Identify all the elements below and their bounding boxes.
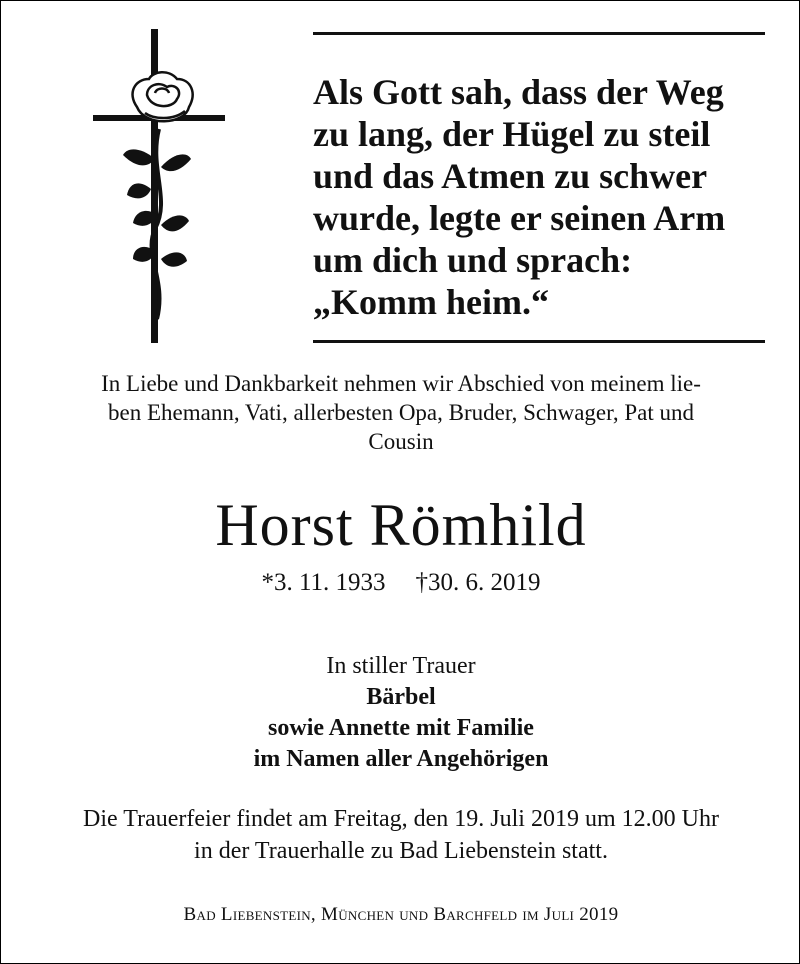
poem-line: zu lang, der Hügel zu steil — [313, 114, 711, 154]
mourners-block — [1, 651, 800, 775]
service-line: Die Trauerfeier findet am Freitag, den 19. Juli 2019 um 12.00 Uhr — [83, 806, 719, 832]
cross-with-rose-icon — [89, 29, 229, 347]
poem-line: Als Gott sah, dass der Weg — [313, 72, 724, 112]
intro-line: Cousin — [368, 429, 434, 454]
poem-line: „Komm heim.“ — [313, 282, 549, 322]
intro-line: ben Ehemann, Vati, allerbesten Opa, Bruder, Schwager, Pat und — [108, 400, 694, 425]
life-dates — [1, 569, 800, 597]
bottom-rule — [313, 340, 765, 343]
death-date: †30. 6. 2019 — [415, 569, 541, 596]
funeral-service-info — [1, 803, 800, 867]
service-line: in der Trauerhalle zu Bad Liebenstein statt. — [194, 838, 608, 864]
mourner-name: im Namen aller Angehörigen — [253, 746, 549, 772]
poem-line: wurde, legte er seinen Arm — [313, 198, 726, 238]
mourner-name: Bärbel — [366, 684, 436, 710]
place-and-date-footer: Bad Liebenstein, München und Barchfeld im Juli 2019 — [183, 904, 619, 925]
poem-line: und das Atmen zu schwer — [313, 156, 708, 196]
mourning-intro: In stiller Trauer — [326, 653, 476, 679]
birth-date: *3. 11. 1933 — [261, 569, 386, 596]
poem — [313, 71, 773, 323]
mourner-name: sowie Annette mit Familie — [268, 715, 534, 741]
poem-line: um dich und sprach: — [313, 240, 633, 280]
deceased-name: Horst Römhild — [215, 492, 587, 558]
intro-line: In Liebe und Dankbarkeit nehmen wir Abschied von meinem lie- — [101, 371, 701, 396]
top-rule — [313, 32, 765, 35]
farewell-intro — [31, 369, 771, 456]
